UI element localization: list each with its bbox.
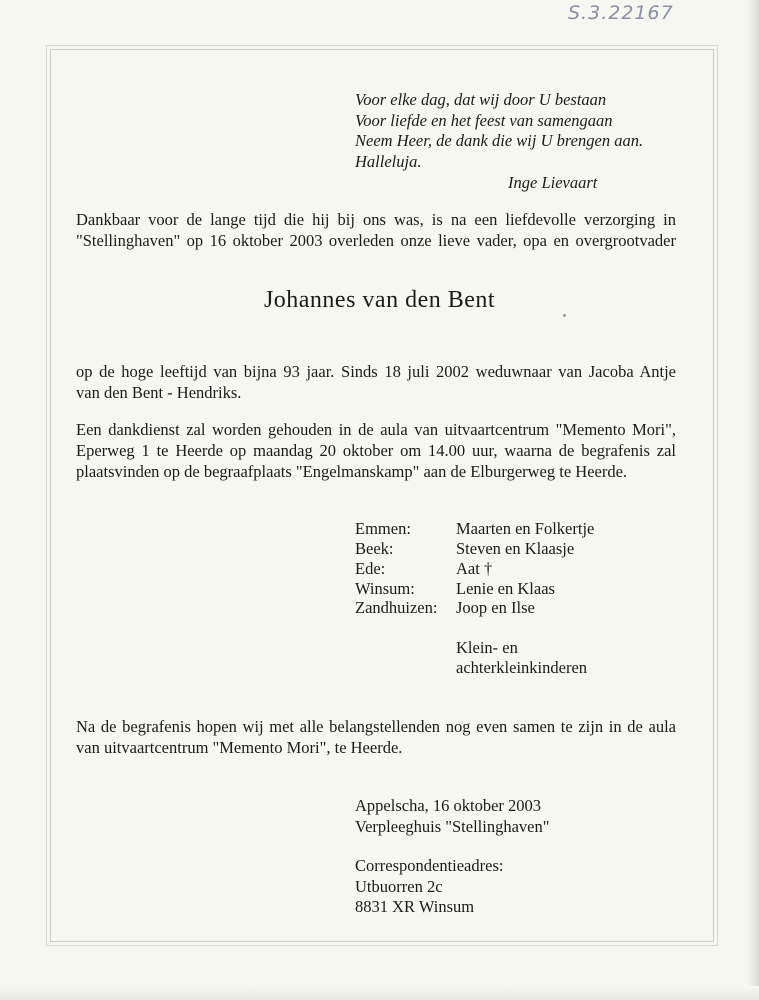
family-place: Winsum: bbox=[355, 579, 415, 598]
poem-line-4: Halleluja. bbox=[355, 152, 422, 171]
details-line-2: van den Bent - Hendriks. bbox=[76, 383, 242, 402]
archive-number: S.3.22167 bbox=[568, 2, 674, 24]
poem-line-2: Voor liefde en het feest van samengaan bbox=[355, 111, 613, 130]
family-place: Beek: bbox=[355, 539, 394, 558]
poem-line-1: Voor elke dag, dat wij door U bestaan bbox=[355, 90, 607, 109]
correspondence-city: 8831 XR Winsum bbox=[355, 897, 475, 916]
service-line-2: Eperweg 1 te Heerde op maandag 20 oktober om 14.00 uur, waarna de begrafenis zal bbox=[76, 441, 676, 460]
grandchildren-line-1: Klein- en bbox=[456, 638, 518, 657]
after-funeral-line-2: van uitvaartcentrum "Memento Mori", te Heerde. bbox=[76, 738, 403, 757]
correspondence-label: Correspondentieadres: bbox=[355, 856, 504, 875]
place-date-line-1: Appelscha, 16 oktober 2003 bbox=[355, 796, 542, 815]
family-names: Steven en Klaasje bbox=[456, 539, 575, 558]
family-names: Aat † bbox=[456, 559, 493, 578]
announcement-line-1: Dankbaar voor de lange tijd die hij bij ons was, is na een liefdevolle verzorging in bbox=[76, 210, 676, 229]
grandchildren-line-2: achterkleinkinderen bbox=[456, 658, 588, 677]
family-place: Zandhuizen: bbox=[355, 598, 438, 617]
family-names: Maarten en Folkertje bbox=[456, 519, 595, 538]
after-funeral-line-1: Na de begrafenis hopen wij met alle belangstellenden nog even samen te zijn in de aula bbox=[76, 717, 676, 736]
service-line-1: Een dankdienst zal worden gehouden in de aula van uitvaartcentrum "Memento Mori", bbox=[76, 420, 676, 439]
service-line-3: plaatsvinden op de begraafplaats "Engelmanskamp" aan de Elburgerweg te Heerde. bbox=[76, 462, 628, 481]
paper-speck bbox=[563, 314, 566, 317]
place-date-line-2: Verpleeghuis "Stellinghaven" bbox=[355, 817, 550, 836]
family-names: Joop en Ilse bbox=[456, 598, 535, 617]
poem-author: Inge Lievaart bbox=[508, 173, 598, 192]
family-names: Lenie en Klaas bbox=[456, 579, 555, 598]
poem-line-3: Neem Heer, de dank die wij U brengen aan. bbox=[355, 131, 644, 150]
details-line-1: op de hoge leeftijd van bijna 93 jaar. Sinds 18 juli 2002 weduwnaar van Jacoba Antje bbox=[76, 362, 676, 381]
announcement-line-2: "Stellinghaven" op 16 oktober 2003 overleden onze lieve vader, opa en overgrootvader bbox=[76, 231, 676, 250]
paper-edge bbox=[747, 0, 759, 1000]
correspondence-street: Utbuorren 2c bbox=[355, 877, 443, 896]
paper-bottom-edge bbox=[0, 986, 759, 1000]
deceased-name: Johannes van den Bent bbox=[263, 287, 496, 313]
family-place: Emmen: bbox=[355, 519, 411, 538]
family-place: Ede: bbox=[355, 559, 386, 578]
